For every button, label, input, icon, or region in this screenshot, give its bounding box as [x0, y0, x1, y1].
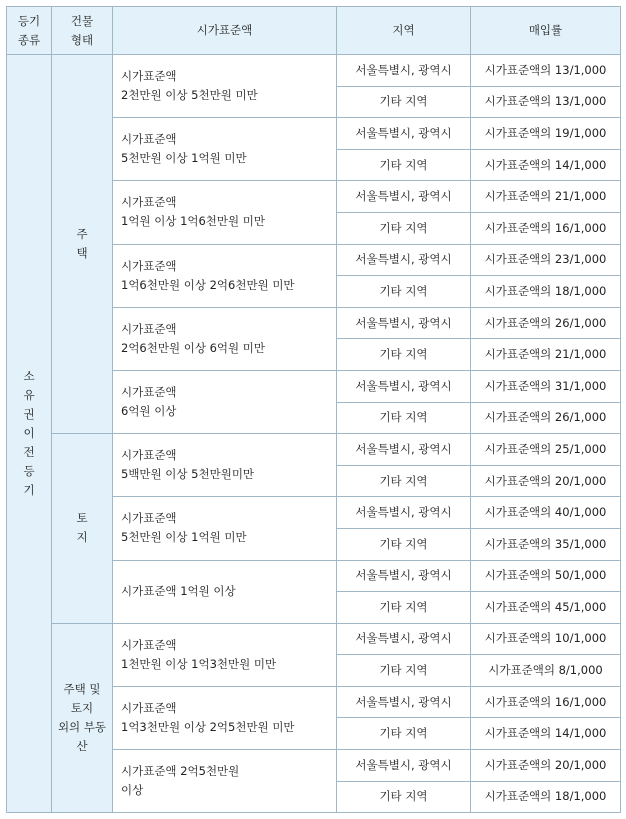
header-registration-type: 등기 종류 — [7, 7, 52, 55]
purchase-rate-cell: 시가표준액의 21/1,000 — [471, 181, 621, 213]
standard-price-criteria-cell: 시가표준액 1억6천만원 이상 2억6천만원 미만 — [113, 244, 337, 307]
header-standard-price: 시가표준액 — [113, 7, 337, 55]
purchase-rate-cell: 시가표준액의 50/1,000 — [471, 560, 621, 592]
purchase-rate-cell: 시가표준액의 20/1,000 — [471, 750, 621, 782]
purchase-rate-cell: 시가표준액의 18/1,000 — [471, 781, 621, 813]
region-cell: 서울특별시, 광역시 — [337, 181, 471, 213]
header-purchase-rate: 매입률 — [471, 7, 621, 55]
purchase-rate-cell: 시가표준액의 13/1,000 — [471, 86, 621, 118]
region-cell: 서울특별시, 광역시 — [337, 497, 471, 529]
standard-price-criteria-cell: 시가표준액 2천만원 이상 5천만원 미만 — [113, 55, 337, 118]
region-cell: 서울특별시, 광역시 — [337, 623, 471, 655]
table-row — [7, 55, 621, 87]
standard-price-criteria-cell: 시가표준액 1억3천만원 이상 2억5천만원 미만 — [113, 686, 337, 749]
region-cell: 서울특별시, 광역시 — [337, 55, 471, 87]
purchase-rate-cell: 시가표준액의 16/1,000 — [471, 686, 621, 718]
standard-price-criteria-cell: 시가표준액 1억원 이상 1억6천만원 미만 — [113, 181, 337, 244]
registration-type-label: 소유권이전등기 — [23, 369, 35, 498]
purchase-rate-cell: 시가표준액의 35/1,000 — [471, 528, 621, 560]
region-cell: 기타 지역 — [337, 276, 471, 308]
purchase-rate-cell: 시가표준액의 20/1,000 — [471, 465, 621, 497]
purchase-rate-cell: 시가표준액의 14/1,000 — [471, 149, 621, 181]
purchase-rate-cell: 시가표준액의 10/1,000 — [471, 623, 621, 655]
purchase-rate-cell: 시가표준액의 23/1,000 — [471, 244, 621, 276]
purchase-rate-cell: 시가표준액의 18/1,000 — [471, 276, 621, 308]
purchase-rate-cell: 시가표준액의 26/1,000 — [471, 402, 621, 434]
region-cell: 기타 지역 — [337, 339, 471, 371]
region-cell: 기타 지역 — [337, 402, 471, 434]
purchase-rate-cell: 시가표준액의 19/1,000 — [471, 118, 621, 150]
region-cell: 기타 지역 — [337, 465, 471, 497]
region-cell: 서울특별시, 광역시 — [337, 686, 471, 718]
header-region: 지역 — [337, 7, 471, 55]
region-cell: 기타 지역 — [337, 592, 471, 624]
purchase-rate-cell: 시가표준액의 14/1,000 — [471, 718, 621, 750]
standard-price-criteria-cell: 시가표준액 2억5천만원 이상 — [113, 750, 337, 813]
building-type-cell: 토 지 — [52, 434, 113, 624]
region-cell: 기타 지역 — [337, 718, 471, 750]
purchase-rate-cell: 시가표준액의 8/1,000 — [471, 655, 621, 687]
table-row — [7, 623, 621, 655]
region-cell: 서울특별시, 광역시 — [337, 118, 471, 150]
standard-price-criteria-cell: 시가표준액 5천만원 이상 1억원 미만 — [113, 497, 337, 560]
region-cell: 기타 지역 — [337, 86, 471, 118]
purchase-rate-cell: 시가표준액의 45/1,000 — [471, 592, 621, 624]
standard-price-criteria-cell: 시가표준액 1억원 이상 — [113, 560, 337, 623]
table-row — [7, 434, 621, 466]
purchase-rate-cell: 시가표준액의 25/1,000 — [471, 434, 621, 466]
building-type-cell: 주 택 — [52, 55, 113, 434]
region-cell: 서울특별시, 광역시 — [337, 370, 471, 402]
header-row — [7, 7, 621, 55]
region-cell: 서울특별시, 광역시 — [337, 560, 471, 592]
purchase-rate-cell: 시가표준액의 16/1,000 — [471, 212, 621, 244]
standard-price-criteria-cell: 시가표준액 6억원 이상 — [113, 370, 337, 433]
building-type-cell: 주택 및 토지 외의 부동 산 — [52, 623, 113, 813]
region-cell: 서울특별시, 광역시 — [337, 434, 471, 466]
region-cell: 기타 지역 — [337, 149, 471, 181]
region-cell: 서울특별시, 광역시 — [337, 244, 471, 276]
standard-price-criteria-cell: 시가표준액 5백만원 이상 5천만원미만 — [113, 434, 337, 497]
table-body — [7, 55, 621, 813]
header-building-type: 건물 형태 — [52, 7, 113, 55]
standard-price-criteria-cell: 시가표준액 1천만원 이상 1억3천만원 미만 — [113, 623, 337, 686]
purchase-rate-cell: 시가표준액의 31/1,000 — [471, 370, 621, 402]
standard-price-criteria-cell: 시가표준액 5천만원 이상 1억원 미만 — [113, 118, 337, 181]
region-cell: 서울특별시, 광역시 — [337, 307, 471, 339]
standard-price-criteria-cell: 시가표준액 2억6천만원 이상 6억원 미만 — [113, 307, 337, 370]
purchase-rate-cell: 시가표준액의 40/1,000 — [471, 497, 621, 529]
region-cell: 기타 지역 — [337, 781, 471, 813]
purchase-rate-cell: 시가표준액의 21/1,000 — [471, 339, 621, 371]
purchase-rate-cell: 시가표준액의 13/1,000 — [471, 55, 621, 87]
purchase-rate-cell: 시가표준액의 26/1,000 — [471, 307, 621, 339]
region-cell: 서울특별시, 광역시 — [337, 750, 471, 782]
region-cell: 기타 지역 — [337, 212, 471, 244]
region-cell: 기타 지역 — [337, 655, 471, 687]
region-cell: 기타 지역 — [337, 528, 471, 560]
bond-purchase-rate-table — [6, 6, 621, 813]
registration-type-cell — [7, 55, 52, 813]
